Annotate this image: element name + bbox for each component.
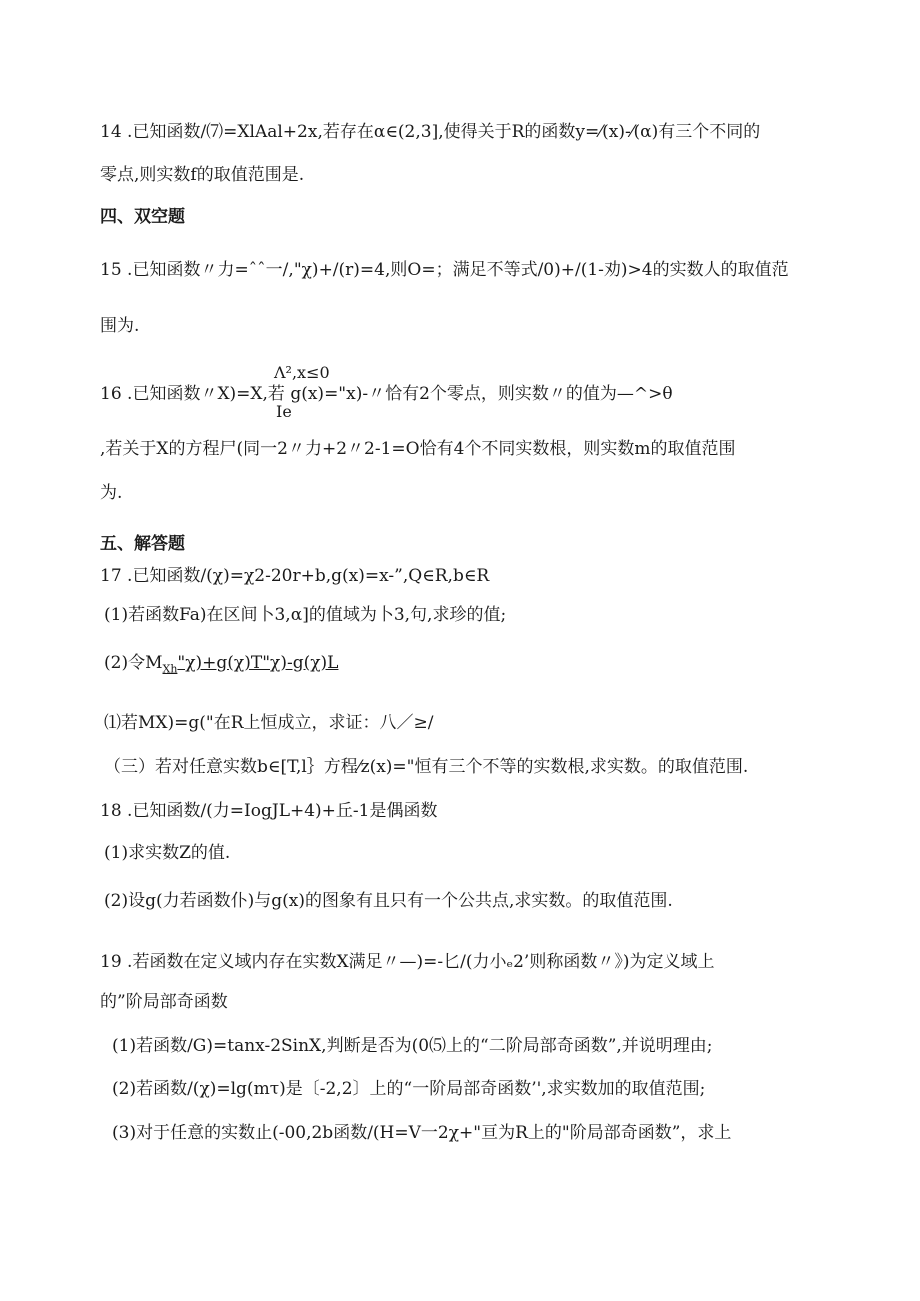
question-17-part-2-subscript: Xh xyxy=(162,662,178,676)
section-heading-4: 四、双空题 xyxy=(100,207,185,227)
question-17-stem: 17 .已知函数/(χ)=χ2-20r+b,g(x)=x-”,Q∈R,b∈R xyxy=(100,566,490,586)
question-15-line-2: 围为. xyxy=(100,316,140,336)
question-15-line-1: 15 .已知函数〃力=ˆˆ一/,"χ)+/(r)=4,则O=；满足不等式/0)+/(1-劝)>4的实数人的取值范 xyxy=(100,260,789,280)
question-17-part-2-label: (2)令M xyxy=(104,653,163,673)
question-17-part-1: (1)若函数Fa)在区间卜3,α]的值域为卜3,句,求珍的值; xyxy=(104,605,507,625)
question-16-line-3: 为. xyxy=(100,483,123,503)
question-18-stem: 18 .已知函数/(力=IogJL+4)+丘-1是偶函数 xyxy=(100,801,438,821)
question-16-line-1: 16 .已知函数〃X)=X,若 g(x)="x)-〃恰有2个零点，则实数〃的值为—^>θ xyxy=(100,384,673,404)
question-19-part-3: (3)对于任意的实数止(-00,2b函数/(H=V一2χ+"亘为R上的"阶局部奇函数”，求上 xyxy=(112,1123,732,1143)
question-17-part-3: （三）若对任意实数b∈[T,l｝方程⁄z(x)="恒有三个不等的实数根,求实数。的取值范围. xyxy=(104,757,749,777)
question-17-part-2 xyxy=(104,651,338,681)
question-19-part-2: (2)若函数/(χ)=lg(mτ)是〔-2,2〕上的“一阶局部奇函数’',求实数加的取值范围; xyxy=(112,1079,706,1099)
question-19-part-1: (1)若函数/G)=tanx-2SinX,判断是否为(0⑸上的“二阶局部奇函数”,并说明理由; xyxy=(112,1036,713,1056)
question-14-line-2: 零点,则实数f的取值范围是. xyxy=(100,165,305,185)
question-17-part-2-i: ⑴若MX)=g("在R上恒成立，求证：八／≥/ xyxy=(104,713,434,733)
question-18-part-2: (2)设g(力若函数仆)与g(x)的图象有且只有一个公共点,求实数。的取值范围. xyxy=(104,891,673,911)
question-19-line-1: 19 .若函数在定义域内存在实数X满足〃—)=-匕/(力小ₑ2’则称函数〃》)为定义域上 xyxy=(100,952,715,972)
question-17-part-2-formula: "χ)+g(χ)T"χ)-g(χ)L xyxy=(177,653,339,673)
question-14-line-1: 14 .已知函数/⑺=XlAal+2x,若存在α∈(2,3],使得关于R的函数y=⁄(x)-⁄(α)有三个不同的 xyxy=(100,122,761,142)
question-16-line-2: ,若关于X的方程尸(同一2〃力+2〃2-1=O恰有4个不同实数根，则实数m的取值范围 xyxy=(100,439,736,459)
question-18-part-1: (1)求实数Z的值. xyxy=(104,843,231,863)
question-16-piecewise-bottom: Ie xyxy=(276,402,292,421)
question-16-piecewise-top: Λ²,x≤0 xyxy=(274,363,330,382)
section-heading-5: 五、解答题 xyxy=(100,534,185,554)
question-19-line-2: 的”阶局部奇函数 xyxy=(100,992,228,1012)
